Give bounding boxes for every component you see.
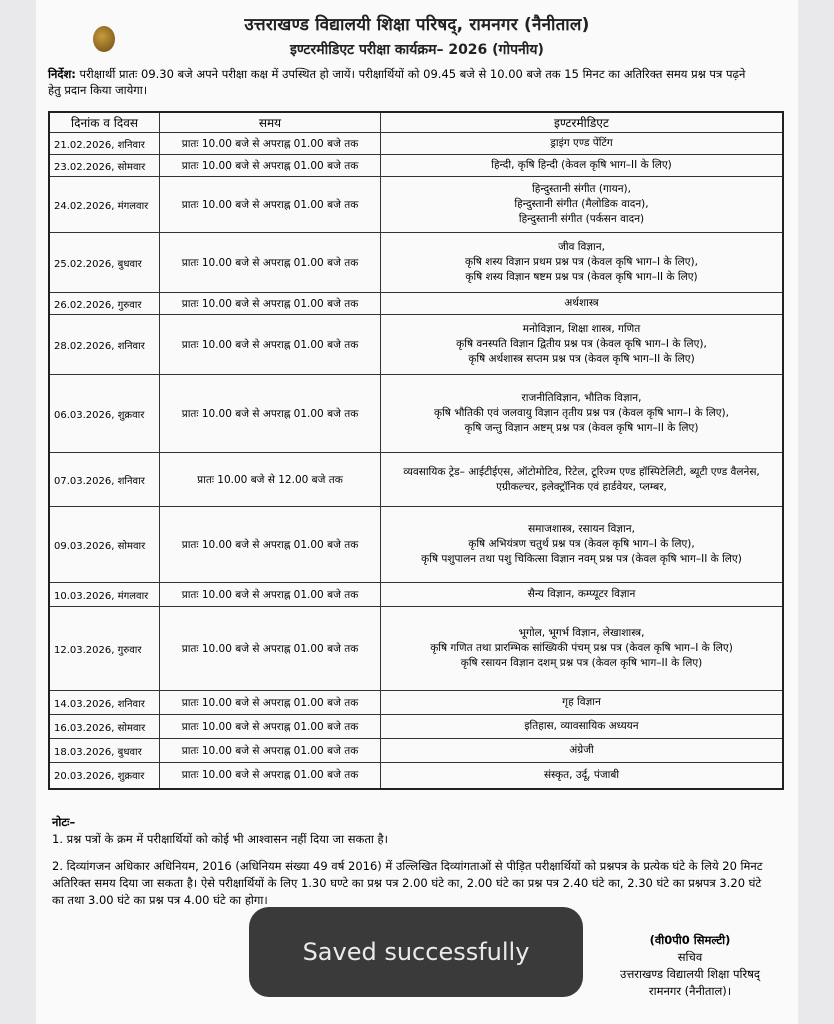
row-date: 21.02.2026, शनिवार (49, 133, 160, 155)
row-date: 09.03.2026, सोमवार (49, 507, 160, 583)
subject-line: जीव विज्ञान, (558, 241, 605, 253)
row-subjects (381, 177, 784, 233)
row-subjects (381, 763, 784, 789)
row-subjects (381, 293, 784, 315)
row-time: प्रातः 10.00 बजे से अपराह्न 01.00 बजे तक (160, 133, 381, 155)
subject-line: भूगोल, भूगर्भ विज्ञान, लेखाशास्त्र, (518, 627, 645, 639)
document-title: उत्तराखण्ड विद्यालयी शिक्षा परिषद्, रामनगर (नैनीताल) (244, 15, 590, 35)
table-row (49, 739, 783, 763)
table-row (49, 177, 783, 233)
subject-line: अंग्रेजी (569, 744, 594, 756)
exam-schedule-table (48, 111, 784, 790)
signatory-place: रामनगर (नैनीताल)। (648, 984, 732, 998)
row-date: 06.03.2026, शुक्रवार (49, 375, 160, 453)
row-time: प्रातः 10.00 बजे से अपराह्न 01.00 बजे तक (160, 583, 381, 607)
table-header-row (49, 112, 783, 133)
instructions-text: परीक्षार्थी प्रातः 09.30 बजे अपने परीक्षा कक्ष में उपस्थित हो जायें। परीक्षार्थियों को 09.45 बजे से 10.00 बजे तक 15 मिनट का अतिरिक्त समय प्रश्न पत्र पढ़ने हेतु प्रदान किया जायेगा। (48, 67, 746, 97)
subject-line: समाजशास्त्र, रसायन विज्ञान, (528, 523, 635, 535)
subject-line: गृह विज्ञान (562, 696, 601, 708)
row-time: प्रातः 10.00 बजे से अपराह्न 01.00 बजे तक (160, 315, 381, 375)
row-date: 20.03.2026, शुक्रवार (49, 763, 160, 789)
row-time: प्रातः 10.00 बजे से अपराह्न 01.00 बजे तक (160, 507, 381, 583)
header-subject: इण्टरमीडिएट (381, 112, 784, 133)
row-subjects (381, 739, 784, 763)
signatory-org: उत्तराखण्ड विद्यालयी शिक्षा परिषद् (620, 967, 760, 981)
subject-line: सैन्य विज्ञान, कम्प्यूटर विज्ञान (527, 588, 636, 600)
subject-line: कृषि अभियंत्रण चतुर्थ प्रश्न पत्र (केवल कृषि भाग–I के लिए), (468, 538, 695, 550)
notes-section (52, 814, 772, 909)
notes-title: नोटः– (52, 815, 76, 829)
table-row (49, 315, 783, 375)
table-row (49, 691, 783, 715)
subject-line: राजनीतिविज्ञान, भौतिक विज्ञान, (521, 392, 642, 404)
subject-line: संस्कृत, उर्दू, पंजाबी (543, 768, 620, 781)
row-subjects (381, 507, 784, 583)
table-row (49, 133, 783, 155)
row-subjects (381, 233, 784, 293)
row-date: 25.02.2026, बुधवार (49, 233, 160, 293)
row-date: 28.02.2026, शनिवार (49, 315, 160, 375)
subject-line: कृषि भौतिकी एवं जलवायु विज्ञान तृतीय प्रश्न पत्र (केवल कृषि भाग–I के लिए), (434, 407, 729, 419)
subject-line: हिन्दुस्तानी संगीत (गायन), (532, 183, 631, 195)
subject-line: मनोविज्ञान, शिक्षा शास्त्र, गणित (522, 323, 641, 335)
row-time: प्रातः 10.00 बजे से अपराह्न 01.00 बजे तक (160, 375, 381, 453)
table-row (49, 507, 783, 583)
subject-line: हिन्दुस्तानी संगीत (मैलोडिक वादन), (514, 198, 649, 210)
subject-line: हिन्दुस्तानी संगीत (पर्कसन वादन) (518, 213, 645, 225)
header-time: समय (160, 112, 381, 133)
save-toast: Saved successfully (249, 907, 583, 997)
table-row (49, 607, 783, 691)
row-subjects (381, 155, 784, 177)
row-subjects (381, 691, 784, 715)
row-time: प्रातः 10.00 बजे से अपराह्न 01.00 बजे तक (160, 763, 381, 789)
subject-line: कृषि पशुपालन तथा पशु चिकित्सा विज्ञान नवम् प्रश्न पत्र (केवल कृषि भाग–II के लिए) (421, 553, 742, 565)
subject-line: हिन्दी, कृषि हिन्दी (केवल कृषि भाग–II के लिए) (491, 159, 672, 171)
row-date: 07.03.2026, शनिवार (49, 453, 160, 507)
instructions-label: निर्देश: (48, 67, 76, 81)
subject-line: व्यवसायिक ट्रेड– आईटीईएस, ऑटोमोटिव, रिटेल, टूरिज्म एण्ड हॉस्पिटेलिटी, ब्यूटी एण्ड वैलनेस, एग्रीकल्चर, इलेक्ट्रॉनिक एवं हार्डवेयर, प्लम्बर, (403, 465, 760, 493)
row-time: प्रातः 10.00 बजे से अपराह्न 01.00 बजे तक (160, 607, 381, 691)
row-subjects (381, 315, 784, 375)
table-row (49, 155, 783, 177)
subject-line: कृषि जन्तु विज्ञान अष्टम् प्रश्न पत्र (केवल कृषि भाग–II के लिए) (464, 422, 699, 434)
row-time: प्रातः 10.00 बजे से अपराह्न 01.00 बजे तक (160, 155, 381, 177)
document-subtitle: इण्टरमीडिएट परीक्षा कार्यक्रम– 2026 (गोपनीय) (290, 42, 544, 58)
row-subjects (381, 375, 784, 453)
subject-line: ड्राइंग एण्ड पेंटिंग (550, 137, 613, 149)
subject-line: कृषि शस्य विज्ञान षष्टम प्रश्न पत्र (केवल कृषि भाग–II के लिए) (465, 271, 698, 283)
table-row (49, 293, 783, 315)
row-subjects (381, 715, 784, 739)
row-date: 12.03.2026, गुरुवार (49, 607, 160, 691)
row-time: प्रातः 10.00 बजे से अपराह्न 01.00 बजे तक (160, 177, 381, 233)
row-time: प्रातः 10.00 बजे से 12.00 बजे तक (160, 453, 381, 507)
subject-line: अर्थशास्त्र (564, 297, 599, 309)
instructions (48, 66, 748, 98)
row-time: प्रातः 10.00 बजे से अपराह्न 01.00 बजे तक (160, 739, 381, 763)
row-time: प्रातः 10.00 बजे से अपराह्न 01.00 बजे तक (160, 715, 381, 739)
subject-line: कृषि अर्थशास्त्र सप्तम प्रश्न पत्र (केवल कृषि भाग–II के लिए) (468, 353, 695, 365)
row-time: प्रातः 10.00 बजे से अपराह्न 01.00 बजे तक (160, 293, 381, 315)
signatory-name: (वी0पी0 सिमल्टी) (649, 933, 731, 947)
subject-line: इतिहास, व्यावसायिक अध्ययन (524, 720, 639, 732)
table-row (49, 715, 783, 739)
signatory-designation: सचिव (677, 950, 703, 964)
row-date: 10.03.2026, मंगलवार (49, 583, 160, 607)
table-row (49, 233, 783, 293)
subject-line: कृषि वनस्पति विज्ञान द्वितीय प्रश्न पत्र (केवल कृषि भाग–I के लिए), (456, 338, 707, 350)
table-row (49, 583, 783, 607)
row-subjects (381, 453, 784, 507)
row-date: 16.03.2026, सोमवार (49, 715, 160, 739)
table-row (49, 453, 783, 507)
note-2: 2. दिव्यांगजन अधिकार अधिनियम, 2016 (अधिनियम संख्या 49 वर्ष 2016) में उल्लिखित दिव्यांगताओं से पीड़ित परीक्षार्थियों को प्रश्नपत्र के प्रत्येक घंटे के लिये 20 मिनट अतिरिक्त समय दिया जा सकता है। ऐसे परीक्षार्थियों के लिए 1.30 घण्टे का प्रश्न पत्र 2.00 घंटे का, 2.00 घंटे का प्रश्न पत्र 2.40 घंटे का, 2.30 घंटे का प्रश्नपत्र 3.20 घंटे का तथा 3.00 घंटे का प्रश्न पत्र 4.00 घंटे का होगा। (52, 859, 763, 907)
row-date: 23.02.2026, सोमवार (49, 155, 160, 177)
row-subjects (381, 133, 784, 155)
table-row (49, 375, 783, 453)
row-date: 18.03.2026, बुधवार (49, 739, 160, 763)
row-subjects (381, 607, 784, 691)
subject-line: कृषि गणित तथा प्रारम्भिक सांख्यिकी पंचम् प्रश्न पत्र (केवल कृषि भाग–I के लिए) (430, 642, 733, 654)
subject-line: कृषि रसायन विज्ञान दशम् प्रश्न पत्र (केवल कृषि भाग–II के लिए) (460, 657, 703, 669)
row-date: 14.03.2026, शनिवार (49, 691, 160, 715)
table-row (49, 763, 783, 789)
note-1: 1. प्रश्न पत्रों के क्रम में परीक्षार्थियों को कोई भी आश्वासन नहीं दिया जा सकता है। (52, 832, 388, 846)
header-date: दिनांक व दिवस (49, 112, 160, 133)
row-subjects (381, 583, 784, 607)
row-date: 26.02.2026, गुरुवार (49, 293, 160, 315)
row-time: प्रातः 10.00 बजे से अपराह्न 01.00 बजे तक (160, 233, 381, 293)
signature-block (600, 932, 780, 1000)
subject-line: कृषि शस्य विज्ञान प्रथम प्रश्न पत्र (केवल कृषि भाग–I के लिए), (465, 256, 698, 268)
row-time: प्रातः 10.00 बजे से अपराह्न 01.00 बजे तक (160, 691, 381, 715)
row-date: 24.02.2026, मंगलवार (49, 177, 160, 233)
